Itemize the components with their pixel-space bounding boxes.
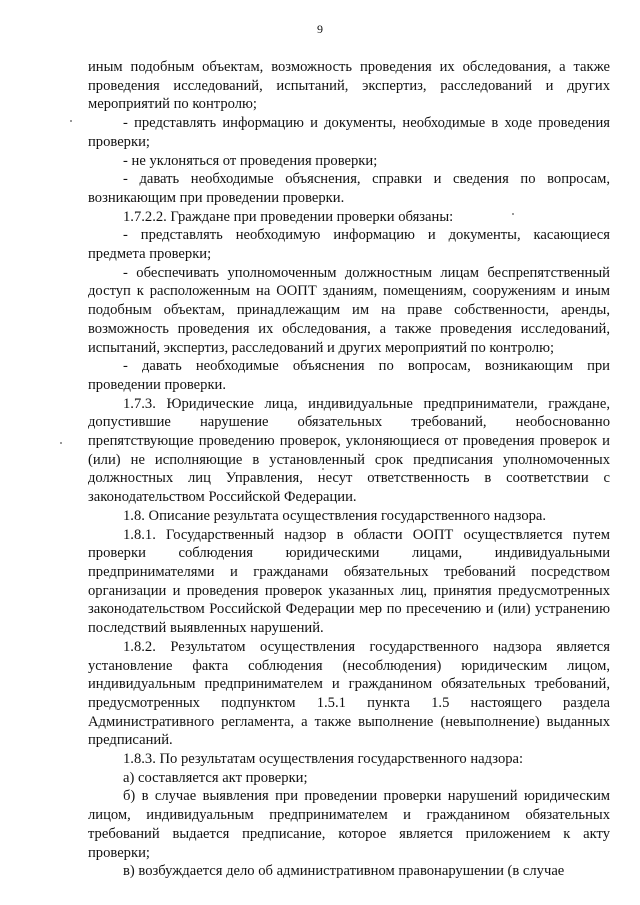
- paragraph: - представлять необходимую информацию и документы, касающиеся предмета проверки;: [88, 227, 610, 263]
- paragraph: 1.8.2. Результатом осуществления государственного надзора является установление факта соблюдения (несоблюдения) юридическим лицом, индивидуальным предпринимателем и гражданином обязательных требований, предусмотренных подпунктом 1.5.1 пункта 1.5 настоящего раздела Административного регламента, а также выполнение (невыполнение) выданных предписаний.: [88, 638, 610, 749]
- paragraph: 1.8. Описание результата осуществления государственного надзора.: [123, 507, 547, 524]
- paragraph: 1.7.2.2. Граждане при проведении проверки обязаны:: [123, 208, 454, 225]
- scan-speck: [322, 468, 324, 470]
- paragraph: в) возбуждается дело об административном правонарушении (в случае: [123, 863, 565, 880]
- paragraph: - давать необходимые объяснения, справки и сведения по вопросам, возникающим при проведении проверки.: [88, 171, 610, 206]
- scan-speck: [60, 442, 62, 444]
- paragraph: б) в случае выявления при проведении проверки нарушений юридическим лицом, индивидуальным предпринимателем и гражданином обязательных требований выдается предписание, которое является приложением к акту проверки;: [88, 788, 610, 861]
- paragraph: - представлять информацию и документы, необходимые в ходе проведения проверки;: [88, 115, 610, 150]
- document-body: [88, 58, 610, 881]
- paragraph: - не уклоняться от проведения проверки;: [123, 152, 378, 169]
- scan-speck: [70, 120, 72, 122]
- paragraph: 1.7.3. Юридические лица, индивидуальные предприниматели, граждане, допустившие нарушение обязательных требований, необоснованно препятствующие проведению проверок, уклоняющиеся от проведения проверок и (или) не исполняющие в установленный срок предписания уполномоченных должностных лиц Управления, несут ответственность в соответствии с законодательством Российской Федерации.: [88, 395, 610, 506]
- paragraph: - давать необходимые объяснения по вопросам, возникающим при проведении проверки.: [88, 358, 610, 393]
- paragraph: 1.8.3. По результатам осуществления государственного надзора:: [123, 751, 524, 768]
- scan-speck: [512, 213, 514, 215]
- paragraph: иным подобным объектам, возможность проведения их обследования, а также проведения исследований, испытаний, экспертиз, расследований и других мероприятий по контролю;: [88, 59, 610, 113]
- paragraph: 1.8.1. Государственный надзор в области ООПТ осуществляется путем проверки соблюдения юридическими лицами, индивидуальными предпринимателями и гражданами обязательных требований посредством организации и проведения проверок указанных лиц, принятия предусмотренных законодательством Российской Федерации мер по пресечению и (или) устранению последствий выявленных нарушений.: [88, 526, 610, 637]
- paragraph: - обеспечивать уполномоченным должностным лицам беспрепятственный доступ к расположенным на ООПТ зданиям, помещениям, сооружениям и иным подобным объектам, принадлежащим им на праве собственности, аренды, возможность проведения их обследования, а также проведения исследований, испытаний, экспертиз, расследований и других мероприятий по контролю;: [88, 264, 610, 356]
- paragraph: а) составляется акт проверки;: [123, 769, 308, 786]
- page-number: 9: [317, 22, 323, 36]
